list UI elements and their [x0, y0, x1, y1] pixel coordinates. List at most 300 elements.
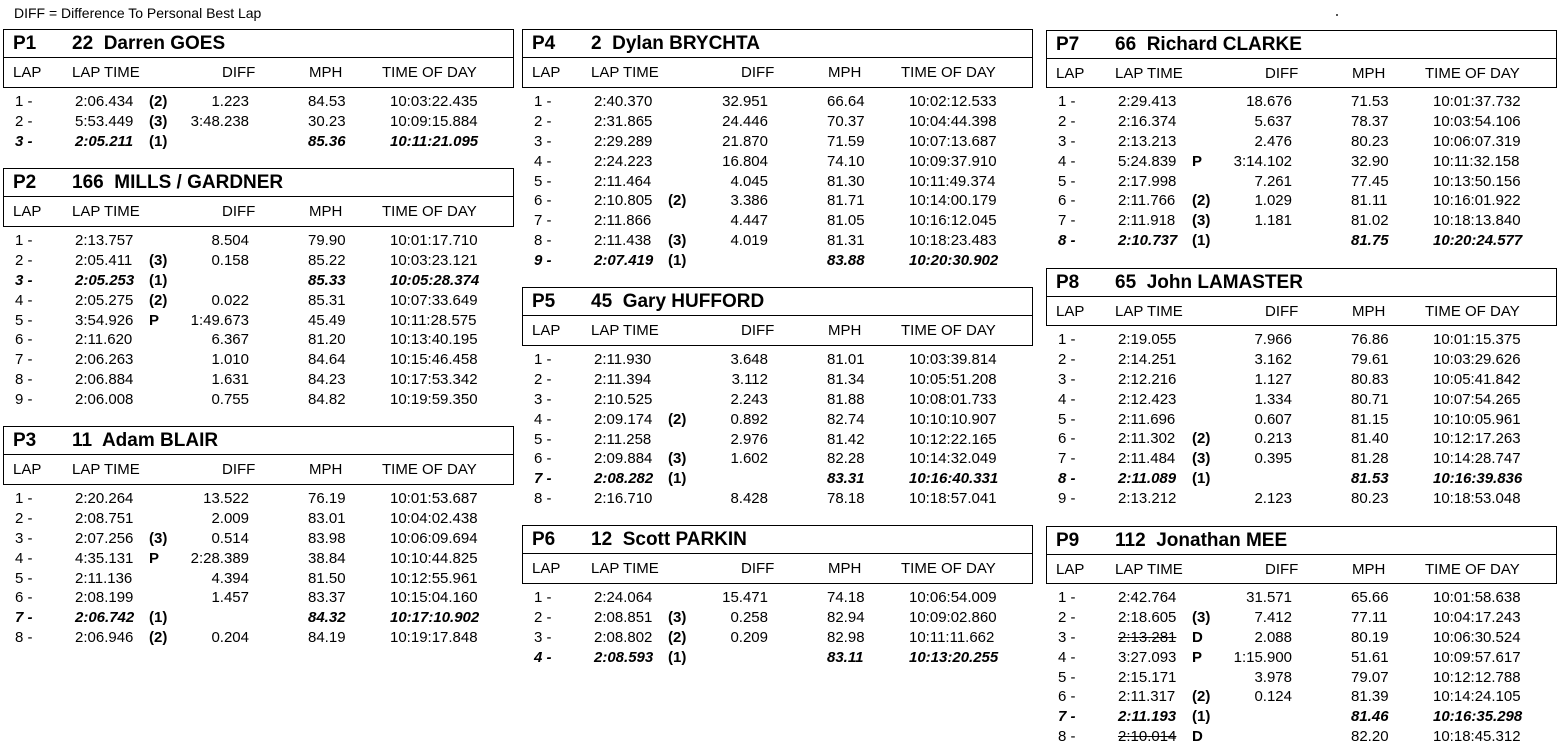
- lap-diff: 2.088: [1254, 628, 1292, 646]
- lap-mph: 38.84: [308, 549, 346, 567]
- driver-fullname: Adam BLAIR: [101, 430, 219, 451]
- lap-diff: 3.162: [1254, 350, 1292, 368]
- column-header-mph: MPH: [828, 64, 862, 81]
- lap-row: [522, 390, 1033, 410]
- lap-time: 2:11.766: [1118, 192, 1176, 210]
- lap-time: 2:11.089: [1118, 470, 1177, 488]
- lap-mph: 84.53: [308, 93, 346, 110]
- lap-time-of-day: 10:14:32.049: [909, 450, 997, 468]
- lap-time: 2:12.216: [1118, 370, 1177, 388]
- lap-time: 2:29.413: [1118, 93, 1177, 110]
- lap-marker: (3): [149, 112, 168, 130]
- column-header-lap: LAP: [13, 461, 42, 478]
- lap-number: 6 -: [534, 192, 552, 210]
- lap-mph: 82.28: [827, 450, 865, 468]
- driver-block-p9: [1046, 526, 1557, 747]
- lap-mph: 81.30: [827, 172, 865, 190]
- lap-mph: 32.90: [1351, 152, 1389, 170]
- lap-row: [3, 271, 514, 291]
- lap-mph: 82.74: [827, 410, 865, 428]
- lap-mph: 81.50: [308, 569, 346, 587]
- lap-row: [1046, 469, 1557, 489]
- lap-number: 1 -: [1058, 331, 1076, 348]
- lap-marker: D: [1192, 728, 1203, 746]
- lap-time: 2:05.411: [75, 251, 133, 269]
- lap-number: 3 -: [15, 529, 33, 547]
- lap-time-of-day: 10:06:54.009: [909, 589, 997, 606]
- lap-number: 4 -: [1058, 648, 1076, 666]
- driver-position: P3: [13, 430, 37, 451]
- lap-time-of-day: 10:05:28.374: [390, 271, 480, 289]
- lap-row: [3, 231, 514, 251]
- driver-position: P8: [1056, 272, 1080, 293]
- driver-fullname: Jonathan MEE: [1156, 530, 1288, 551]
- lap-time-of-day: 10:03:29.626: [1433, 350, 1521, 368]
- lap-mph: 83.11: [827, 648, 864, 666]
- lap-mph: 81.02: [1351, 212, 1389, 230]
- lap-number: 6 -: [1058, 688, 1076, 706]
- lap-diff: 2.123: [1254, 490, 1292, 508]
- driver-position: P6: [532, 529, 556, 550]
- lap-number: 5 -: [15, 569, 33, 587]
- lap-mph: 83.98: [308, 529, 346, 547]
- driver-name: [72, 172, 283, 194]
- lap-time: 2:08.282: [594, 470, 654, 488]
- lap-row: [522, 489, 1033, 509]
- lap-diff: 32.951: [722, 93, 768, 110]
- column-header-tod: TIME OF DAY: [901, 560, 996, 577]
- lap-number: 7 -: [534, 212, 552, 230]
- lap-row: [1046, 588, 1557, 608]
- column-header-row: [3, 58, 514, 88]
- lap-diff: 2.476: [1254, 132, 1292, 150]
- driver-position: P2: [13, 172, 37, 193]
- lap-mph: 84.64: [308, 351, 346, 369]
- lap-mph: 85.36: [308, 132, 346, 150]
- lap-number: 7 -: [1058, 450, 1076, 468]
- driver-position: P1: [13, 33, 37, 54]
- lap-time: 2:11.930: [594, 351, 652, 368]
- lap-mph: 80.23: [1351, 490, 1389, 508]
- lap-time: 2:06.884: [75, 371, 134, 389]
- driver-header: [522, 29, 1033, 58]
- lap-time-of-day: 10:11:28.575: [390, 311, 477, 329]
- lap-time: 2:09.174: [594, 410, 653, 428]
- lap-marker: (1): [149, 609, 168, 627]
- lap-number: 5 -: [15, 311, 33, 329]
- driver-block-p5: [522, 287, 1033, 509]
- lap-time-of-day: 10:15:04.160: [390, 589, 478, 607]
- lap-time: 2:16.710: [594, 490, 653, 508]
- lap-diff: 4.447: [730, 212, 768, 230]
- lap-time: 2:11.696: [1118, 410, 1176, 428]
- lap-mph: 77.11: [1351, 608, 1388, 626]
- lap-time-of-day: 10:13:40.195: [390, 331, 478, 349]
- lap-number: 1 -: [534, 93, 552, 110]
- lap-time: 2:08.593: [594, 648, 654, 666]
- lap-number: 8 -: [1058, 470, 1076, 488]
- lap-row: [522, 251, 1033, 271]
- lap-time-of-day: 10:14:00.179: [909, 192, 997, 210]
- lap-mph: 81.34: [827, 370, 865, 388]
- column-header-row: [1046, 297, 1557, 326]
- lap-time: 2:24.223: [594, 152, 653, 170]
- column-header-row: [3, 197, 514, 227]
- lap-number: 4 -: [1058, 152, 1076, 170]
- lap-row: [1046, 390, 1557, 410]
- driver-position: P4: [532, 33, 556, 54]
- driver-fullname: Darren GOES: [103, 33, 226, 54]
- driver-name: [72, 33, 225, 55]
- lap-diff: 1.127: [1254, 370, 1292, 388]
- lap-number: 2 -: [15, 251, 33, 269]
- lap-mph: 83.88: [827, 252, 865, 270]
- lap-mph: 74.18: [827, 589, 865, 606]
- lap-time-of-day: 10:01:58.638: [1433, 589, 1521, 606]
- lap-time-of-day: 10:12:22.165: [909, 430, 997, 448]
- column-header-mph: MPH: [1352, 65, 1386, 82]
- lap-row: [522, 628, 1033, 648]
- lap-diff: 1.181: [1254, 212, 1292, 230]
- lap-rows: [1046, 584, 1557, 747]
- lap-number: 4 -: [15, 291, 33, 309]
- lap-time-of-day: 10:11:21.095: [390, 132, 479, 150]
- lap-diff: 2:28.389: [190, 549, 249, 567]
- lap-mph: 84.82: [308, 391, 346, 409]
- lap-number: 2 -: [534, 112, 552, 130]
- lap-diff: 24.446: [722, 112, 768, 130]
- column-header-diff: DIFF: [1265, 65, 1299, 82]
- lap-mph: 79.07: [1351, 668, 1389, 686]
- lap-number: 8 -: [534, 232, 552, 250]
- lap-mph: 81.88: [827, 390, 865, 408]
- column-header-diff: DIFF: [741, 64, 775, 81]
- lap-time: 3:27.093: [1118, 648, 1177, 666]
- column-header-row: [1046, 59, 1557, 88]
- lap-number: 7 -: [1058, 212, 1076, 230]
- lap-mph: 77.45: [1351, 172, 1389, 190]
- lap-number: 6 -: [15, 331, 33, 349]
- lap-row: [3, 628, 514, 648]
- lap-time: 2:13.757: [75, 232, 134, 249]
- lap-number: 8 -: [534, 490, 552, 508]
- lap-number: 5 -: [1058, 668, 1076, 686]
- lap-diff: 16.804: [722, 152, 768, 170]
- column-header-mph: MPH: [1352, 303, 1386, 320]
- lap-number: 3 -: [15, 271, 33, 289]
- lap-time-of-day: 10:10:44.825: [390, 549, 478, 567]
- lap-diff: 1.223: [211, 93, 249, 110]
- lap-diff: 0.209: [730, 628, 768, 646]
- lap-diff: 0.755: [211, 391, 249, 409]
- driver-block-p2: [3, 168, 514, 410]
- lap-row: [3, 509, 514, 529]
- lap-number: 9 -: [15, 391, 33, 409]
- car-number: 22: [72, 33, 94, 54]
- lap-number: 8 -: [15, 371, 33, 389]
- lap-row: [522, 588, 1033, 608]
- column-header-mph: MPH: [1352, 561, 1386, 578]
- lap-number: 7 -: [15, 609, 33, 627]
- lap-time-of-day: 10:10:05.961: [1433, 410, 1521, 428]
- lap-mph: 71.53: [1351, 93, 1389, 110]
- lap-mph: 80.23: [1351, 132, 1389, 150]
- lap-rows: [522, 346, 1033, 509]
- lap-time-of-day: 10:08:01.733: [909, 390, 997, 408]
- lap-diff: 1:49.673: [190, 311, 249, 329]
- lap-mph: 76.19: [308, 490, 346, 507]
- lap-marker: (1): [149, 271, 168, 289]
- lap-mph: 82.98: [827, 628, 865, 646]
- lap-row: [3, 489, 514, 509]
- driver-position: P7: [1056, 34, 1080, 55]
- lap-time: 2:08.851: [594, 608, 653, 626]
- lap-time: 2:14.251: [1118, 350, 1177, 368]
- car-number: 2: [591, 33, 602, 54]
- lap-time: 2:11.317: [1118, 688, 1176, 706]
- lap-row: [522, 370, 1033, 390]
- lap-time: 2:06.742: [75, 609, 135, 627]
- lap-time: 3:54.926: [75, 311, 134, 329]
- lap-number: 9 -: [534, 252, 552, 270]
- lap-mph: 81.15: [1351, 410, 1389, 428]
- lap-time-of-day: 10:07:54.265: [1433, 390, 1521, 408]
- lap-marker: P: [1192, 648, 1203, 666]
- lap-number: 8 -: [1058, 728, 1076, 746]
- lap-row: [1046, 172, 1557, 192]
- driver-header: [3, 168, 514, 197]
- lap-row: [522, 211, 1033, 231]
- lap-time: 2:10.805: [594, 192, 653, 210]
- lap-diff: 1:15.900: [1233, 648, 1292, 666]
- driver-header: [1046, 526, 1557, 555]
- lap-mph: 81.53: [1351, 470, 1389, 488]
- stray-dot: [1336, 14, 1338, 16]
- lap-number: 2 -: [1058, 112, 1076, 130]
- driver-header: [1046, 268, 1557, 297]
- column-header-time: LAP TIME: [1115, 65, 1183, 82]
- lap-time-of-day: 10:01:17.710: [390, 232, 478, 249]
- lap-number: 3 -: [1058, 370, 1076, 388]
- lap-row: [522, 132, 1033, 152]
- lap-time-of-day: 10:17:53.342: [390, 371, 478, 389]
- lap-time-of-day: 10:13:20.255: [909, 648, 999, 666]
- lap-row: [3, 588, 514, 608]
- lap-time-of-day: 10:18:53.048: [1433, 490, 1521, 508]
- lap-time-of-day: 10:12:17.263: [1433, 430, 1521, 448]
- lap-row: [522, 410, 1033, 430]
- driver-fullname: Gary HUFFORD: [622, 291, 765, 312]
- lap-time: 2:05.275: [75, 291, 134, 309]
- lap-number: 1 -: [534, 589, 552, 606]
- lap-time-of-day: 10:02:12.533: [909, 93, 997, 110]
- column-header-lap: LAP: [13, 64, 42, 81]
- lap-time: 2:19.055: [1118, 331, 1177, 348]
- lap-row: [522, 449, 1033, 469]
- lap-mph: 80.71: [1351, 390, 1389, 408]
- lap-diff: 3.648: [730, 351, 768, 368]
- lap-diff: 0.892: [730, 410, 768, 428]
- diff-legend-note: DIFF = Difference To Personal Best Lap: [14, 5, 262, 21]
- lap-diff: 0.607: [1254, 410, 1292, 428]
- lap-mph: 81.42: [827, 430, 865, 448]
- lap-marker: (1): [149, 132, 168, 150]
- lap-number: 7 -: [1058, 708, 1076, 726]
- driver-block-p1: [3, 29, 514, 152]
- column-header-diff: DIFF: [222, 203, 256, 220]
- lap-marker: (3): [668, 232, 687, 250]
- driver-header: [522, 287, 1033, 316]
- column-header-lap: LAP: [13, 203, 42, 220]
- lap-diff: 4.045: [730, 172, 768, 190]
- lap-mph: 81.28: [1351, 450, 1389, 468]
- lap-diff: 0.022: [211, 291, 249, 309]
- lap-mph: 78.37: [1351, 112, 1389, 130]
- lap-time: 2:06.946: [75, 629, 134, 647]
- lap-time: 2:24.064: [594, 589, 653, 606]
- lap-number: 3 -: [1058, 132, 1076, 150]
- lap-mph: 78.18: [827, 490, 865, 508]
- column-header-lap: LAP: [1056, 303, 1085, 320]
- lap-number: 3 -: [15, 132, 33, 150]
- lap-diff: 0.395: [1254, 450, 1292, 468]
- lap-number: 1 -: [1058, 93, 1076, 110]
- lap-row: [522, 608, 1033, 628]
- column-header-time: LAP TIME: [591, 64, 659, 81]
- lap-marker: D: [1192, 628, 1203, 646]
- lap-number: 8 -: [1058, 232, 1076, 250]
- column-header-row: [522, 58, 1033, 88]
- lap-row: [1046, 687, 1557, 707]
- lap-row: [3, 350, 514, 370]
- lap-row: [522, 112, 1033, 132]
- lap-time: 2:11.193: [1118, 708, 1177, 726]
- lap-mph: 51.61: [1351, 648, 1389, 666]
- driver-fullname: John LAMASTER: [1146, 272, 1303, 293]
- column-header-tod: TIME OF DAY: [901, 322, 996, 339]
- lap-mph: 82.94: [827, 608, 865, 626]
- lap-marker: P: [1192, 152, 1203, 170]
- lap-time: 2:11.484: [1118, 450, 1176, 468]
- lap-diff: 1.602: [730, 450, 768, 468]
- lap-row: [1046, 231, 1557, 251]
- lap-diff: 8.428: [730, 490, 768, 508]
- lap-time-of-day: 10:12:12.788: [1433, 668, 1521, 686]
- lap-mph: 80.19: [1351, 628, 1389, 646]
- lap-time-of-day: 10:05:41.842: [1433, 370, 1521, 388]
- lap-time-of-day: 10:07:33.649: [390, 291, 478, 309]
- lap-marker: (1): [668, 252, 687, 270]
- column-header-mph: MPH: [828, 322, 862, 339]
- lap-marker: (3): [149, 529, 168, 547]
- lap-mph: 30.23: [308, 112, 346, 130]
- lap-time-of-day: 10:19:17.848: [390, 629, 478, 647]
- lap-time: 2:31.865: [594, 112, 653, 130]
- lap-row: [1046, 648, 1557, 668]
- lap-time: 2:08.199: [75, 589, 134, 607]
- lap-rows: [3, 227, 514, 410]
- lap-rows: [522, 584, 1033, 668]
- lap-row: [3, 608, 514, 628]
- lap-mph: 81.39: [1351, 688, 1389, 706]
- lap-marker: (1): [668, 648, 687, 666]
- lap-marker: (2): [668, 628, 687, 646]
- lap-marker: (2): [668, 410, 687, 428]
- lap-number: 3 -: [534, 628, 552, 646]
- lap-time-of-day: 10:17:10.902: [390, 609, 480, 627]
- lap-mph: 85.33: [308, 271, 346, 289]
- lap-diff: 7.412: [1254, 608, 1292, 626]
- lap-row: [522, 152, 1033, 172]
- lap-number: 5 -: [534, 430, 552, 448]
- car-number: 65: [1115, 272, 1137, 293]
- lap-number: 5 -: [534, 172, 552, 190]
- lap-time: 2:11.918: [1118, 212, 1176, 230]
- column-header-tod: TIME OF DAY: [382, 64, 477, 81]
- lap-marker: (3): [668, 450, 687, 468]
- lap-diff: 4.394: [211, 569, 249, 587]
- lap-diff: 18.676: [1246, 93, 1292, 110]
- column-header-tod: TIME OF DAY: [382, 461, 477, 478]
- lap-marker: (2): [1192, 688, 1211, 706]
- lap-time: 2:13.213: [1118, 132, 1177, 150]
- lap-time: 2:11.866: [594, 212, 652, 230]
- lap-number: 3 -: [534, 132, 552, 150]
- lap-diff: 3.112: [731, 370, 768, 388]
- lap-marker: (2): [149, 291, 168, 309]
- lap-number: 2 -: [534, 608, 552, 626]
- lap-diff: 1.457: [211, 589, 249, 607]
- lap-time: 4:35.131: [75, 549, 134, 567]
- lap-marker: (1): [1192, 470, 1211, 488]
- lap-number: 2 -: [1058, 350, 1076, 368]
- lap-diff: 2.976: [730, 430, 768, 448]
- lap-diff: 5.637: [1254, 112, 1292, 130]
- lap-marker: (1): [668, 470, 687, 488]
- lap-time-of-day: 10:14:24.105: [1433, 688, 1521, 706]
- lap-time-of-day: 10:07:13.687: [909, 132, 997, 150]
- lap-time: 2:12.423: [1118, 390, 1177, 408]
- driver-header: [522, 525, 1033, 554]
- lap-row: [3, 112, 514, 132]
- car-number: 11: [72, 430, 93, 451]
- lap-row: [3, 370, 514, 390]
- lap-time: 2:11.258: [594, 430, 652, 448]
- column-header-lap: LAP: [1056, 65, 1085, 82]
- column-header-tod: TIME OF DAY: [1425, 303, 1520, 320]
- lap-mph: 79.61: [1351, 350, 1389, 368]
- lap-mph: 71.59: [827, 132, 865, 150]
- lap-number: 4 -: [534, 152, 552, 170]
- lap-number: 4 -: [534, 410, 552, 428]
- lap-mph: 84.19: [308, 629, 346, 647]
- lap-marker: (1): [1192, 232, 1211, 250]
- lap-rows: [3, 88, 514, 152]
- lap-mph: 81.01: [827, 351, 865, 368]
- lap-time-of-day: 10:01:15.375: [1433, 331, 1521, 348]
- lap-row: [3, 92, 514, 112]
- lap-diff: 2.243: [730, 390, 768, 408]
- lap-row: [1046, 191, 1557, 211]
- lap-row: [3, 132, 514, 152]
- lap-number: 6 -: [534, 450, 552, 468]
- lap-row: [1046, 707, 1557, 727]
- lap-diff: 3:48.238: [190, 112, 249, 130]
- lap-time: 2:16.374: [1118, 112, 1177, 130]
- driver-fullname: Richard CLARKE: [1146, 34, 1302, 55]
- lap-mph: 83.01: [308, 509, 346, 527]
- lap-number: 3 -: [1058, 628, 1076, 646]
